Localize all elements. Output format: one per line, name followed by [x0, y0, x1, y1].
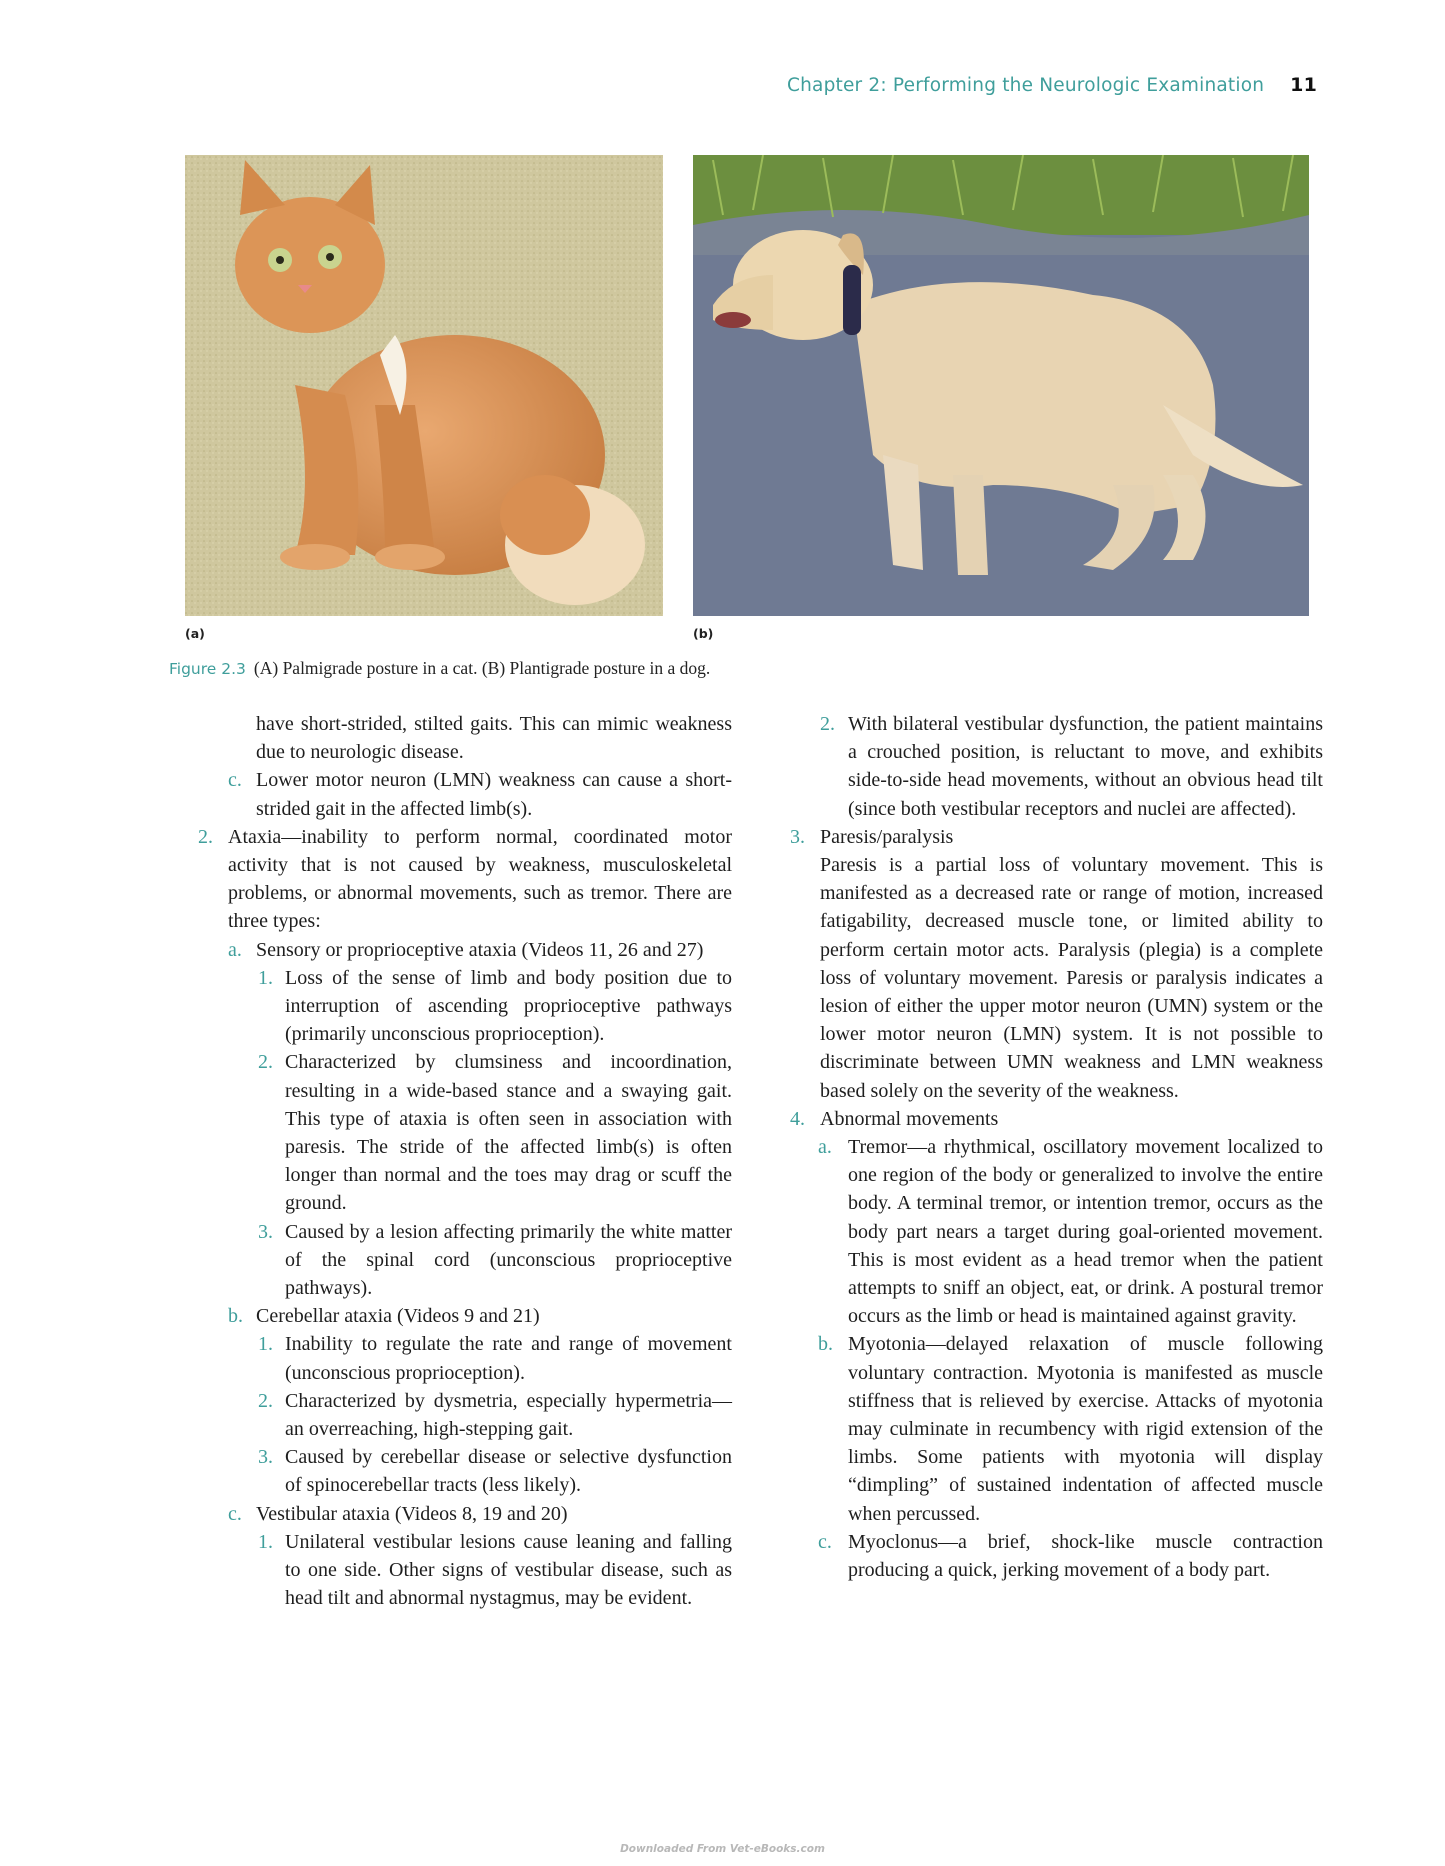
list-marker: 1. — [258, 1530, 273, 1553]
list-item-text: Paresis/paralysis — [820, 825, 954, 848]
list-item-c-myoclonus — [790, 1528, 1323, 1584]
list-item-c-vestibular — [198, 1500, 732, 1528]
list-item-text: Tremor—a rhythmical, oscillatory movement localized to one region of the body or generalized to involve the entire body. A terminal tremor, or intention tremor, occurs as the body part nears a target during goal-oriented movement. This is most evident as a head tremor when the patient attempts to sniff an object, eat, or drink. A postural tremor occurs as the limb or head is maintained against gravity. — [848, 1136, 1323, 1328]
list-item-text: Inability to regulate the rate and range of movement (unconscious proprioception). — [285, 1333, 732, 1384]
list-marker: 2. — [820, 713, 835, 735]
list-marker: 2. — [198, 825, 213, 848]
list-item-text: Abnormal movements — [820, 1107, 999, 1130]
panel-a-label: (a) — [185, 626, 205, 641]
list-item-c-lmn — [198, 766, 732, 822]
page-number: 11 — [1290, 74, 1317, 96]
download-footer: Downloaded From Vet-eBooks.com — [620, 1843, 825, 1855]
list-marker: b. — [818, 1333, 833, 1356]
list-marker: c. — [228, 769, 242, 792]
list-item-text: Loss of the sense of limb and body position due to interruption of ascending proprioceptive pathways (primarily unconscious proprioception). — [285, 966, 732, 1046]
list-marker: 2. — [258, 1051, 273, 1074]
list-item-text: Characterized by dysmetria, especially hypermetria—an overreaching, high-stepping gait. — [285, 1389, 732, 1441]
list-item-2-ataxia — [198, 823, 732, 936]
cat-photo — [185, 155, 663, 616]
list-item-text: Unilateral vestibular lesions cause leaning and falling to one side. Other signs of vestibular disease, such as head tilt and abnormal nystagmus, may be evident. — [285, 1530, 732, 1610]
list-item-text: With bilateral vestibular dysfunction, the patient maintains a crouched position, is reluctant to move, and exhibits side-to-side head movements, without an obvious head tilt (since both vestibular receptors and nuclei are affected). — [848, 713, 1323, 820]
list-item-4-abnormal — [790, 1105, 1323, 1133]
list-item-text: Caused by cerebellar disease or selective dysfunction of spinocerebellar tracts (less likely). — [285, 1446, 732, 1497]
list-item-text: Caused by a lesion affecting primarily the white matter of the spinal cord (unconscious proprioceptive pathways). — [285, 1220, 732, 1300]
list-marker: 1. — [258, 1333, 273, 1356]
list-item-text: Vestibular ataxia (Videos 8, 19 and 20) — [256, 1502, 568, 1525]
list-marker: a. — [818, 1136, 832, 1159]
list-item-vestibular-2 — [790, 710, 1323, 823]
panel-b-label: (b) — [693, 626, 714, 641]
list-marker: 1. — [258, 966, 273, 989]
list-marker: 3. — [258, 1446, 273, 1469]
list-item-b-myotonia — [790, 1330, 1323, 1527]
dog-photo — [693, 155, 1309, 616]
list-item-a-sensory — [198, 936, 732, 964]
list-item-text: Ataxia—inability to perform normal, coordinated motor activity that is not caused by weakness, musculoskeletal problems, or abnormal movements, such as tremor. There are three types: — [228, 825, 732, 933]
list-marker: 2. — [258, 1389, 273, 1412]
figure-caption — [169, 658, 710, 679]
list-marker: 3. — [790, 825, 805, 848]
list-item-b-cerebellar — [198, 1302, 732, 1330]
continued-paragraph: have short-strided, stilted gaits. This can mimic weakness due to neurologic disease. — [256, 713, 732, 764]
list-marker: 3. — [258, 1220, 273, 1243]
list-marker: a. — [228, 938, 242, 961]
list-item-text: Myoclonus—a brief, shock-like muscle contraction producing a quick, jerking movement of a body part. — [848, 1530, 1323, 1582]
list-item-text: Cerebellar ataxia (Videos 9 and 21) — [256, 1305, 540, 1328]
right-column — [790, 710, 1323, 1584]
list-marker: c. — [228, 1502, 242, 1525]
left-column — [198, 710, 732, 1613]
list-item-text: Characterized by clumsiness and incoordination, resulting in a wide-based stance and a swaying gait. This type of ataxia is often seen in association with paresis. The stride of the affected limb(s) is often longer than normal and the toes may drag or scuff the ground. — [285, 1051, 732, 1215]
list-item-text: Sensory or proprioceptive ataxia (Videos 11, 26 and 27) — [256, 938, 704, 961]
list-marker: c. — [818, 1530, 832, 1553]
list-marker: b. — [228, 1305, 243, 1328]
list-item-cerebellar-1 — [198, 1330, 732, 1386]
running-header — [787, 74, 1317, 96]
list-item-sensory-3 — [198, 1218, 732, 1303]
list-item-vestibular-1 — [198, 1528, 732, 1613]
list-item-text: Myotonia—delayed relaxation of muscle following voluntary contraction. Myotonia is manifested as muscle stiffness that is relieved by exercise. Attacks of myotonia may culminate in recumbency with rigid extension of the limbs. Some patients with myotonia will display “dimpling” of sustained indentation of affected muscle when percussed. — [848, 1333, 1323, 1525]
list-item-3-paresis — [790, 823, 1323, 851]
paresis-paragraph: Paresis is a partial loss of voluntary movement. This is manifested as a decreased rate or range of motion, increased fatigability, decreased muscle tone, or limited ability to perform certain motor acts. Paralysis (plegia) is a complete loss of voluntary movement. Paresis or paralysis indicates a lesion of either the upper motor neuron (UMN) system or the lower motor neuron (LMN) system. It is not possible to discriminate between UMN weakness and LMN weakness based solely on the severity of the weakness. — [820, 854, 1323, 1102]
list-marker: 4. — [790, 1107, 805, 1130]
list-item-text: Lower motor neuron (LMN) weakness can cause a short-strided gait in the affected limb(s). — [256, 769, 732, 820]
list-item-a-tremor — [790, 1133, 1323, 1330]
list-item-sensory-2 — [198, 1048, 732, 1217]
chapter-title: Chapter 2: Performing the Neurologic Examination — [786, 75, 1265, 96]
list-item-cerebellar-2 — [198, 1387, 732, 1443]
caption-text: (A) Palmigrade posture in a cat. (B) Plantigrade posture in a dog. — [253, 658, 711, 678]
figure-label: Figure 2.3 — [169, 660, 246, 678]
list-item-sensory-1 — [198, 964, 732, 1049]
list-item-cerebellar-3 — [198, 1443, 732, 1499]
